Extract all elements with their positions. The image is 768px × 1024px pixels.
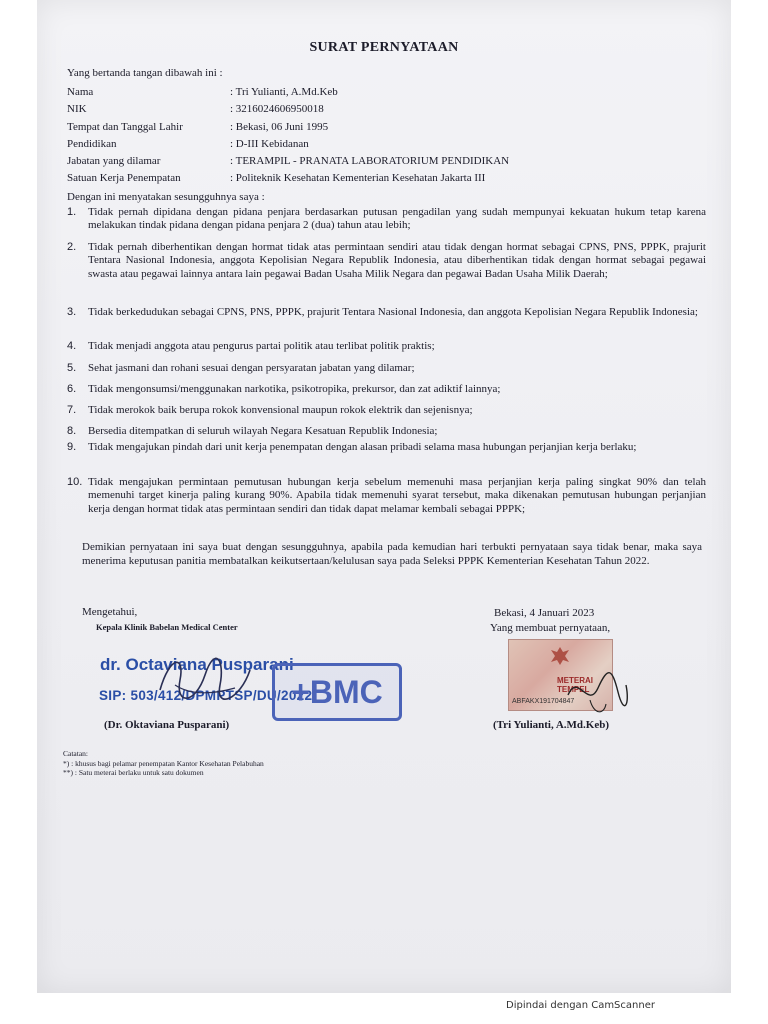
- statement-text: Tidak menjadi anggota atau pengurus partai politik atau terlibat politik praktis;: [88, 340, 435, 352]
- identity-value: : Politeknik Kesehatan Kementerian Kesehatan Jakarta III: [230, 172, 486, 185]
- notes: [63, 749, 264, 778]
- statement-item: [67, 441, 707, 454]
- statement-number: 4.: [67, 340, 77, 352]
- identity-row: [67, 170, 509, 187]
- intro-line: Yang bertanda tangan dibawah ini :: [67, 67, 223, 79]
- statement-text: Tidak pernah dipidana dengan pidana penjara berdasarkan putusan pengadilan yang sudah mempunyai kekuatan hukum tetap karena melakukan tindak pidana dengan pidana penjara 2 (dua) tahun atau lebih;: [88, 206, 706, 232]
- statement-number: 1.: [67, 206, 77, 218]
- statement-item: [67, 476, 707, 516]
- declarant-signature-icon: [560, 660, 635, 720]
- identity-value: : TERAMPIL - PRANATA LABORATORIUM PENDIDIKAN: [230, 155, 510, 168]
- identity-value: : D-III Kebidanan: [230, 137, 309, 150]
- statement-number: 8.: [67, 425, 77, 437]
- doctor-signature-icon: [150, 650, 260, 710]
- statement-text: Sehat jasmani dan rohani sesuai dengan persyaratan jabatan yang dilamar;: [88, 362, 415, 374]
- statement-item: [67, 383, 707, 396]
- identity-label: Satuan Kerja Penempatan: [67, 172, 181, 185]
- signing-date: Bekasi, 4 Januari 2023: [494, 607, 595, 619]
- acknowledged-heading: Mengetahui,: [82, 606, 138, 618]
- statement-number: 5.: [67, 362, 77, 374]
- statement-text: Tidak pernah diberhentikan dengan hormat tidak atas permintaan sendiri atau tidak dengan hormat sebagai CPNS, PNS, PPPK, prajurit Tentara Nasional Indonesia, anggota Kepolisian Negara Republik Indonesia, atau diberhentikan tidak dengan hormat sebagai pegawai swasta atau pegawai lainnya antara lain pegawai Badan Usaha Milik Negara dan pegawai Badan Usaha Milik Daerah;: [88, 241, 706, 280]
- declarant-heading: Yang membuat pernyataan,: [490, 622, 611, 634]
- identity-row: [67, 119, 509, 136]
- statement-number: 6.: [67, 383, 77, 395]
- declarant-name: (Tri Yulianti, A.Md.Keb): [493, 719, 610, 731]
- statement-number: 2.: [67, 241, 77, 253]
- meterai-label: METERAI TEMPEL: [557, 676, 593, 694]
- identity-row: [67, 101, 509, 118]
- declaration-line: Dengan ini menyatakan sesungguhnya saya :: [67, 191, 265, 203]
- note-item: *) : khusus bagi pelamar penempatan Kantor Kesehatan Pelabuhan: [63, 758, 264, 768]
- identity-row: [67, 84, 509, 101]
- clinic-head-name: (Dr. Oktaviana Pusparani): [104, 719, 230, 731]
- identity-label: Nama: [67, 86, 94, 98]
- closing-paragraph: Demikian pernyataan ini saya buat dengan sesungguhnya, apabila pada kemudian hari terbukti pernyataan saya tidak benar, maka saya menerima keputusan panitia membatalkan keikutsertaan/kelulusan saya pada Seleksi PPPK Kementerian Kesehatan Tahun 2022.: [82, 541, 702, 567]
- statement-text: Tidak mengonsumsi/menggunakan narkotika, psikotropika, prekursor, dan zat adiktif lainnya;: [88, 383, 501, 395]
- statement-item: [67, 306, 707, 319]
- statement-item: [67, 425, 707, 438]
- statement-number: 3.: [67, 306, 77, 318]
- identity-label: Tempat dan Tanggal Lahir: [67, 120, 183, 133]
- statement-item: [67, 241, 707, 281]
- identity-label: Jabatan yang dilamar: [67, 155, 161, 168]
- statement-number: 10.: [67, 476, 83, 488]
- identity-value: : Bekasi, 06 Juni 1995: [230, 120, 329, 133]
- doctor-stamp-sip: SIP: 503/412/DPMPTSP/DU/2022: [99, 688, 313, 703]
- statement-item: [67, 340, 707, 353]
- statement-item: [67, 362, 707, 375]
- document-title: SURAT PERNYATAAN: [309, 40, 459, 55]
- identity-value: : Tri Yulianti, A.Md.Keb: [230, 86, 338, 98]
- identity-row: [67, 153, 509, 170]
- identity-table: [67, 84, 509, 188]
- statement-text: Tidak merokok baik berupa rokok konvensional maupun rokok elektrik dan sejenisnya;: [88, 404, 473, 416]
- identity-row: [67, 136, 509, 153]
- statement-text: Bersedia ditempatkan di seluruh wilayah Negara Kesatuan Republik Indonesia;: [88, 425, 438, 437]
- doctor-stamp-name: dr. Octaviana Pusparani: [100, 655, 294, 674]
- note-item: **) : Satu meterai berlaku untuk satu dokumen: [63, 768, 204, 777]
- statement-number: 9.: [67, 441, 77, 453]
- statement-item: [67, 404, 707, 417]
- statement-number: 7.: [67, 404, 77, 416]
- identity-label: NIK: [67, 103, 87, 116]
- identity-label: Pendidikan: [67, 137, 117, 150]
- identity-value: : 3216024606950018: [230, 103, 324, 116]
- meterai-serial: ABFAKX191704847: [512, 698, 575, 705]
- clinic-head-role: Kepala Klinik Babelan Medical Center: [96, 622, 238, 632]
- statement-text: Tidak berkedudukan sebagai CPNS, PNS, PPPK, prajurit Tentara Nasional Indonesia, dan anggota Kepolisian Negara Republik Indonesia;: [88, 306, 698, 318]
- notes-heading: Catatan:: [63, 749, 88, 758]
- statement-item: [67, 206, 707, 233]
- clinic-stamp: +BMC: [272, 663, 402, 721]
- statement-text: Tidak mengajukan permintaan pemutusan hubungan kerja sebelum memenuhi masa perjanjian kerja paling singkat 90% dan telah memenuhi target kinerja paling kurang 90%. Apabila tidak memenuhi syarat tersebut, maka dikenakan pemutusan hubungan perjanjian kerja dengan hormat tidak atas permintaan sendiri dan tidak dapat melamar kembali sebagai PPPK;: [88, 476, 706, 515]
- scanner-caption: Dipindai dengan CamScanner: [506, 1000, 655, 1011]
- statement-text: Tidak mengajukan pindah dari unit kerja penempatan dengan alasan pribadi selama masa hubungan perjanjian kerja berlaku;: [88, 441, 637, 453]
